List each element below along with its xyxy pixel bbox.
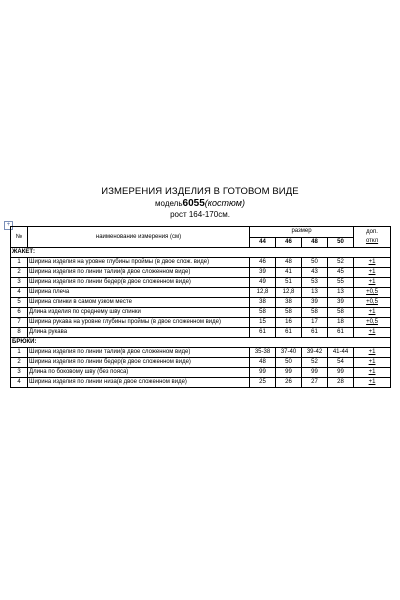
size-value: 18 <box>328 318 354 328</box>
row-number: 3 <box>11 278 28 288</box>
size-value: 61 <box>328 328 354 338</box>
size-value: 37-40 <box>276 348 302 358</box>
tolerance-cell <box>354 318 391 328</box>
tolerance-cell <box>354 298 391 308</box>
measurement-name: Длина изделия по среднему шву спинки <box>28 308 250 318</box>
row-number: 4 <box>11 378 28 388</box>
size-value: 13 <box>302 288 328 298</box>
size-value: 51 <box>276 278 302 288</box>
col-header-no: № <box>11 227 28 248</box>
size-value: 99 <box>328 368 354 378</box>
model-suffix: (костюм) <box>204 198 245 208</box>
row-number: 1 <box>11 348 28 358</box>
section-title: ЖАКЕТ: <box>11 248 391 258</box>
size-value: 39 <box>250 268 276 278</box>
section-header-row <box>11 338 391 348</box>
tolerance-value: +0,5 <box>366 299 378 305</box>
table-move-handle-icon[interactable]: + <box>4 221 13 230</box>
size-value: 25 <box>250 378 276 388</box>
size-value: 99 <box>250 368 276 378</box>
size-value: 58 <box>302 308 328 318</box>
table-row <box>11 278 391 288</box>
size-value: 58 <box>250 308 276 318</box>
size-value: 53 <box>302 278 328 288</box>
size-value: 49 <box>250 278 276 288</box>
size-header: 48 <box>302 237 328 248</box>
measurement-name: Ширина изделия по линии талии(в двое сложенном виде) <box>28 268 250 278</box>
size-value: 15 <box>250 318 276 328</box>
tolerance-cell <box>354 278 391 288</box>
size-value: 50 <box>302 258 328 268</box>
measurement-name: Ширина спинки в самом узком месте <box>28 298 250 308</box>
measurement-name: Ширина плеча <box>28 288 250 298</box>
tolerance-cell <box>354 288 391 298</box>
size-value: 52 <box>328 258 354 268</box>
tolerance-cell <box>354 268 391 278</box>
section-title: БРЮКИ: <box>11 338 391 348</box>
table-row <box>11 268 391 278</box>
height-range: рост 164-170см. <box>170 210 230 219</box>
table-row <box>11 288 391 298</box>
measurement-name: Ширина изделия по линии бедер(в двое сложенном виде) <box>28 358 250 368</box>
size-header: 46 <box>276 237 302 248</box>
size-value: 17 <box>302 318 328 328</box>
size-value: 12,8 <box>276 288 302 298</box>
row-number: 8 <box>11 328 28 338</box>
tolerance-value: +1 <box>368 379 376 385</box>
tolerance-cell <box>354 348 391 358</box>
row-number: 2 <box>11 358 28 368</box>
table-row <box>11 378 391 388</box>
measurement-name: Ширина изделия по линии низа(в двое сложенном виде) <box>28 378 250 388</box>
table-row <box>11 318 391 328</box>
row-number: 6 <box>11 308 28 318</box>
size-value: 39 <box>302 298 328 308</box>
measurement-name: Ширина рукава на уровне глубины проймы (в двое сложенном виде) <box>28 318 250 328</box>
model-prefix: модель <box>155 199 183 208</box>
size-header: 44 <box>250 237 276 248</box>
section-header-row <box>11 248 391 258</box>
size-value: 58 <box>328 308 354 318</box>
tolerance-value: +1 <box>368 369 376 375</box>
table-row <box>11 328 391 338</box>
tolerance-cell <box>354 328 391 338</box>
size-value: 48 <box>250 358 276 368</box>
size-value: 28 <box>328 378 354 388</box>
size-value: 61 <box>276 328 302 338</box>
size-value: 13 <box>328 288 354 298</box>
tolerance-cell <box>354 308 391 318</box>
size-value: 48 <box>276 258 302 268</box>
size-value: 41-44 <box>328 348 354 358</box>
size-value: 38 <box>276 298 302 308</box>
table-row <box>11 358 391 368</box>
size-value: 35-38 <box>250 348 276 358</box>
col-header-name: наименование измерения (см) <box>28 227 250 248</box>
header-row <box>11 227 391 238</box>
col-header-size: размер <box>250 227 354 238</box>
measurement-name: Ширина изделия на уровне глубины проймы (в двое слож. виде) <box>28 258 250 268</box>
measurement-name: Длина по боковому шву (без пояса) <box>28 368 250 378</box>
tolerance-cell <box>354 368 391 378</box>
size-value: 16 <box>276 318 302 328</box>
size-value: 55 <box>328 278 354 288</box>
col-header-tolerance: доп. откл <box>354 227 391 248</box>
model-number: 6055 <box>182 198 205 209</box>
size-value: 99 <box>276 368 302 378</box>
tolerance-value: +1 <box>368 359 376 365</box>
size-value: 41 <box>276 268 302 278</box>
size-value: 61 <box>250 328 276 338</box>
size-value: 39 <box>328 298 354 308</box>
row-number: 7 <box>11 318 28 328</box>
tolerance-value: +1 <box>368 309 376 315</box>
size-value: 26 <box>276 378 302 388</box>
measurements-table <box>10 226 391 388</box>
size-value: 43 <box>302 268 328 278</box>
size-value: 54 <box>328 358 354 368</box>
size-value: 58 <box>276 308 302 318</box>
measurement-name: Ширина изделия по линии талии(в двое сложенном виде) <box>28 348 250 358</box>
table-body <box>11 227 391 388</box>
row-number: 1 <box>11 258 28 268</box>
size-value: 38 <box>250 298 276 308</box>
row-number: 4 <box>11 288 28 298</box>
size-value: 12,8 <box>250 288 276 298</box>
tolerance-value: +0,5 <box>366 289 378 295</box>
tolerance-value: +1 <box>368 349 376 355</box>
row-number: 2 <box>11 268 28 278</box>
size-value: 50 <box>276 358 302 368</box>
document-title: ИЗМЕРЕНИЯ ИЗДЕЛИЯ В ГОТОВОМ ВИДЕ <box>101 186 299 197</box>
table-row <box>11 298 391 308</box>
measurement-name: Длина рукава <box>28 328 250 338</box>
row-number: 3 <box>11 368 28 378</box>
table-row <box>11 368 391 378</box>
tolerance-cell <box>354 258 391 268</box>
size-value: 61 <box>302 328 328 338</box>
size-value: 39-42 <box>302 348 328 358</box>
size-header: 50 <box>328 237 354 248</box>
row-number: 5 <box>11 298 28 308</box>
table-row <box>11 258 391 268</box>
tolerance-value: +1 <box>368 259 376 265</box>
table-row <box>11 308 391 318</box>
tolerance-value: +1 <box>368 279 376 285</box>
size-value: 45 <box>328 268 354 278</box>
measurement-name: Ширина изделия по линии бедер(в двое сложенном виде) <box>28 278 250 288</box>
size-value: 27 <box>302 378 328 388</box>
tolerance-value: +1 <box>368 329 376 335</box>
size-value: 46 <box>250 258 276 268</box>
size-value: 52 <box>302 358 328 368</box>
tolerance-value: +1 <box>368 269 376 275</box>
model-line <box>0 198 400 209</box>
tolerance-cell <box>354 378 391 388</box>
size-value: 99 <box>302 368 328 378</box>
tolerance-cell <box>354 358 391 368</box>
table-row <box>11 348 391 358</box>
tolerance-value: +0,5 <box>366 319 378 325</box>
